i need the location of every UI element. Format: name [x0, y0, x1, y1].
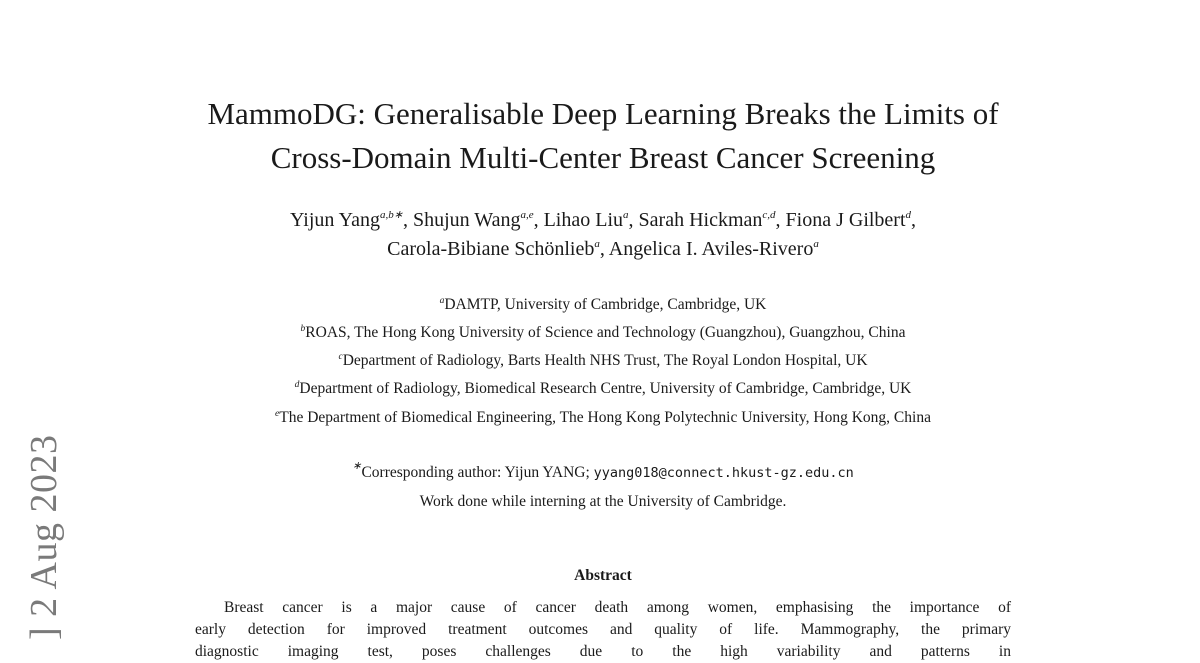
affiliation-b: $^b$ROAS, The Hong Kong University of Science and Technology (Guangzhou), Guangzhou, China: [300, 324, 906, 341]
affiliation-c: $^c$Department of Radiology, Barts Health NHS Trust, The Royal London Hospital, UK: [338, 352, 868, 369]
arxiv-side-stamp: ] 2 Aug 2023: [23, 434, 65, 640]
internship-note: Work done while interning at the University of Cambridge.: [419, 493, 787, 510]
author-yijun-yang: Yijun Yang$^{a,b∗}$: [289, 209, 403, 231]
author-shujun-wang: Shujun Wang$^{a,e}$: [412, 209, 534, 231]
abstract-line: early detection for improved treatment outcomes and quality of life. Mammography, the primary: [195, 621, 1011, 638]
affiliation-d: $^d$Department of Radiology, Biomedical Research Centre, University of Cambridge, Cambridge, UK: [294, 380, 912, 397]
author-angelica-aviles-rivero: Angelica I. Aviles-Rivero$^a$: [608, 238, 819, 260]
paper-title-line-1: MammoDG: Generalisable Deep Learning Breaks the Limits of: [207, 96, 999, 131]
affiliation-e: $^e$The Department of Biomedical Engineering, The Hong Kong Polytechnic University, Hong Kong, China: [275, 409, 931, 426]
author-fiona-gilbert: Fiona J Gilbert$^d$: [785, 209, 912, 231]
corresponding-author-note: ∗Corresponding author: Yijun YANG; yyang018@connect.hkust-gz.edu.cn: [352, 460, 854, 481]
paper-title-line-2: Cross-Domain Multi-Center Breast Cancer Screening: [270, 140, 936, 175]
author-carola-schonlieb: Carola-Bibiane Schönlieb$^a$: [387, 238, 600, 260]
author-lihao-liu: Lihao Liu$^a$: [543, 209, 629, 231]
author-list-line-2: Carola-Bibiane Schönlieb$^a$, Angelica I. Aviles-Rivero$^a$: [387, 238, 819, 260]
corresponding-email-link[interactable]: yyang018@connect.hkust-gz.edu.cn: [593, 465, 854, 481]
abstract-line: diagnostic imaging test, poses challenges due to the high variability and patterns in: [195, 643, 1011, 660]
abstract-body: [195, 597, 1011, 663]
abstract-line: Breast cancer is a major cause of cancer death among women, emphasising the importance of: [224, 599, 1011, 616]
author-list-line-1: Yijun Yang$^{a,b∗}$, Shujun Wang$^{a,e}$, Lihao Liu$^a$, Sarah Hickman$^{c,d}$, Fiona J Gilbert$^d$,: [289, 209, 917, 231]
abstract-heading: Abstract: [574, 567, 632, 584]
author-sarah-hickman: Sarah Hickman$^{c,d}$: [638, 209, 776, 231]
affiliation-a: $^a$DAMTP, University of Cambridge, Cambridge, UK: [439, 296, 767, 313]
